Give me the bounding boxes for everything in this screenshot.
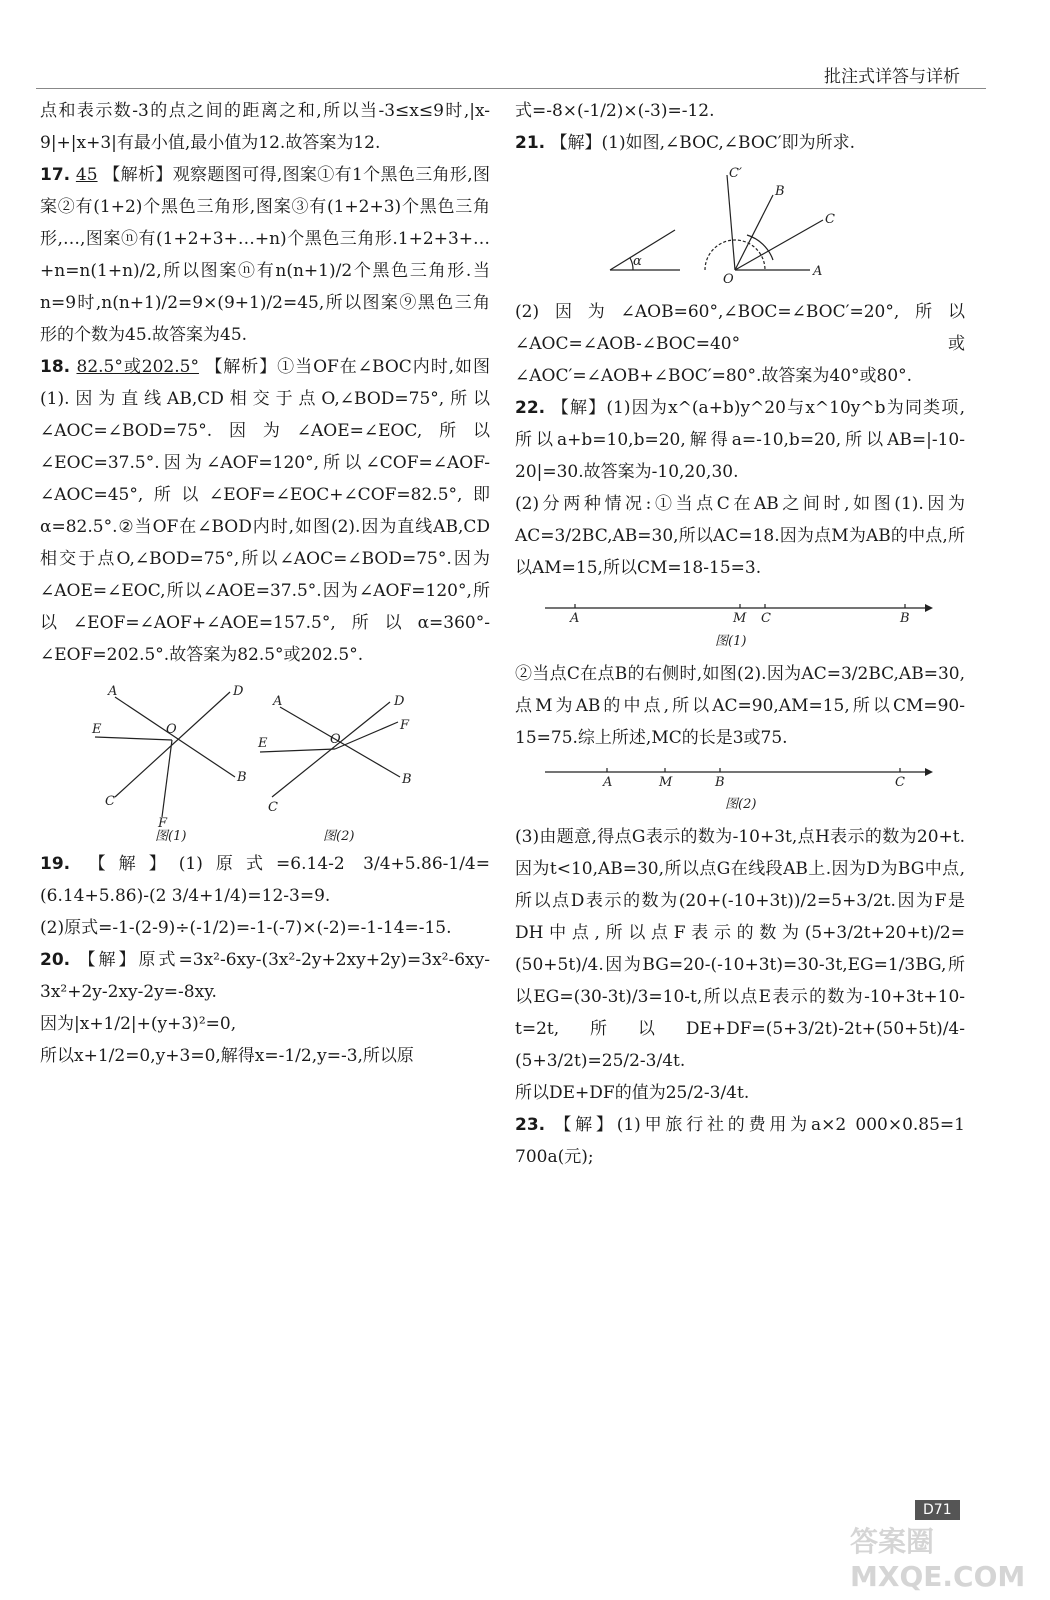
fig21-label-O: O xyxy=(723,272,734,287)
figure-18-2 xyxy=(260,702,400,797)
page-header: 批注式详答与详析 xyxy=(824,67,960,87)
fig21-label-Cprime: C′ xyxy=(729,166,742,181)
q23-number: 23. xyxy=(515,1115,546,1135)
question-17 xyxy=(40,159,490,351)
fig1-label-B: B xyxy=(237,770,247,785)
figure-21 xyxy=(515,165,845,290)
q21-number: 21. xyxy=(515,133,546,153)
question-21 xyxy=(515,127,965,159)
continued-text: 点和表示数-3的点之间的距离之和,所以当-3≤x≤9时,|x-9|+|x+3|有最小值,最小值为12.故答案为12. xyxy=(40,101,490,153)
q20-part2: 因为|x+1/2|+(y+3)²=0, xyxy=(40,1014,237,1034)
left-column xyxy=(40,95,490,1072)
fig2-label-O: O xyxy=(330,732,341,747)
figure-18 xyxy=(40,677,460,842)
fig2-label-C: C xyxy=(268,800,278,815)
fig22a-caption: 图(1) xyxy=(715,634,747,649)
fig1-label-C: C xyxy=(105,794,115,809)
fig2-label-D: D xyxy=(394,694,405,709)
ray-OCprime xyxy=(727,175,735,270)
q19-number: 19. xyxy=(40,854,71,874)
header-divider xyxy=(36,88,986,89)
fig1-label-E: E xyxy=(92,722,102,737)
question-20 xyxy=(40,944,490,1008)
fig2-caption: 图(2) xyxy=(323,829,355,842)
alpha-side-ray xyxy=(610,230,675,270)
q17-number: 17. xyxy=(40,165,71,185)
question-18 xyxy=(40,351,490,671)
q22-part5: 所以DE+DF的值为25/2-3/4t. xyxy=(515,1083,750,1103)
fig21-label-C: C xyxy=(825,212,835,227)
fig2-label-B: B xyxy=(402,772,412,787)
q17-answer: 45 xyxy=(75,165,98,185)
q19-part2: (2)原式=-1-(2-9)÷(-1/2)=-1-(-7)×(-2)=-1-14=-15. xyxy=(40,918,452,938)
fig2-label-E: E xyxy=(258,736,268,751)
fig22a-label-M: M xyxy=(733,611,747,626)
question-19 xyxy=(40,848,490,912)
q21-part1: 【解】(1)如图,∠BOC,∠BOC′即为所求. xyxy=(550,133,856,153)
fig21-label-A: A xyxy=(813,264,823,279)
question-23 xyxy=(515,1109,965,1173)
fig1-label-F: F xyxy=(158,816,168,831)
q23-part1: 【解】(1)甲旅行社的费用为a×2 000×0.85=1 700a(元); xyxy=(515,1115,965,1167)
watermark: 答案圈 MXQE.COM xyxy=(850,1525,1026,1593)
q22-part4: (3)由题意,得点G表示的数为-10+3t,点H表示的数为20+t.因为t<10,AB=30,所以点G在线段AB上.因为D为BG中点,所以点D表示的数为(20+(-10+3t))/2=5+3/2t.因为F是DH中点,所以点F表示的数为(5+3/2t+20+t)/2=(50+5t)/4.因为BG=20-(-10+3t)=30-3t,EG=1/3BG,所以EG=(30-3t)/3=10-t,所以点E表示的数为-10+3t+10-t=2t,所以DE+DF=(5+3/2t)-2t+(50+5t)/4-(5+3/2t)=25/2-3/4t. xyxy=(515,827,965,1071)
fig22a-label-C: C xyxy=(761,611,771,626)
fig22b-label-M: M xyxy=(659,775,673,790)
q20-part1: 【解】原式=3x²-6xy-(3x²-2y+2xy+2y)=3x²-6xy-3x²+2y-2xy-2y=-8xy. xyxy=(40,950,490,1002)
q18-explanation: 【解析】①当OF在∠BOC内时,如图(1).因为直线AB,CD相交于点O,∠BOD=75°,所以∠AOC=∠BOD=75°.因为∠AOE=∠EOC,所以∠EOC=37.5°.因为∠AOF=120°,所以∠COF=∠AOF-∠AOC=45°,所以∠EOF=∠EOC+∠COF=82.5°,即α=82.5°.②当OF在∠BOD内时,如图(2).因为直线AB,CD相交于点O,∠BOD=75°,所以∠AOC=∠BOD=75°.因为∠AOE=∠EOC,所以∠AOE=37.5°.因为∠AOF=120°,所以∠EOF=∠AOF+∠AOE=157.5°,所以α=360°-∠EOF=202.5°.故答案为82.5°或202.5°. xyxy=(40,357,490,665)
fig22b-label-C: C xyxy=(895,775,905,790)
continued-text-right: 式=-8×(-1/2)×(-3)=-12. xyxy=(515,101,715,121)
fig22a-label-B: B xyxy=(900,611,910,626)
fig21-label-B: B xyxy=(775,184,785,199)
fig1-caption: 图(1) xyxy=(155,829,187,842)
fig22b-label-B: B xyxy=(715,775,725,790)
fig2-label-A: A xyxy=(273,694,283,709)
q20-number: 20. xyxy=(40,950,71,970)
q20-part3: 所以x+1/2=0,y+3=0,解得x=-1/2,y=-3,所以原 xyxy=(40,1046,414,1066)
figure-18-1 xyxy=(95,692,235,817)
fig21-alpha: α xyxy=(633,254,642,269)
right-column xyxy=(515,95,965,1173)
fig22a-label-A: A xyxy=(570,611,580,626)
fig1-label-A: A xyxy=(108,684,118,699)
q22-part1: 【解】(1)因为x^(a+b)y^20与x^10y^b为同类项,所以a+b=10,b=20,解得a=-10,b=20,所以AB=|-10-20|=30.故答案为-10,20,30. xyxy=(515,398,965,482)
q22-part2: (2)分两种情况:①当点C在AB之间时,如图(1).因为AC=3/2BC,AB=30,所以AC=18.因为点M为AB的中点,所以AM=15,所以CM=18-15=3. xyxy=(515,494,965,578)
q18-answer: 82.5°或202.5° xyxy=(76,357,199,377)
fig1-label-O: O xyxy=(166,722,177,737)
fig2-label-F: F xyxy=(400,718,410,733)
figure-22-1 xyxy=(515,590,935,652)
figure-22-2 xyxy=(515,760,935,815)
page-number: D71 xyxy=(915,1500,960,1520)
q18-number: 18. xyxy=(40,357,71,377)
q22-part3: ②当点C在点B的右侧时,如图(2).因为AC=3/2BC,AB=30,点M为AB的中点,所以AC=90,AM=15,所以CM=90-15=75.综上所述,MC的长是3或75. xyxy=(515,664,965,748)
fig22b-label-A: A xyxy=(603,775,613,790)
q21-part2: (2)因为∠AOB=60°,∠BOC=∠BOC′=20°,所以∠AOC=∠AOB-∠BOC=40°或∠AOC′=∠AOB+∠BOC′=80°.故答案为40°或80°. xyxy=(515,302,965,386)
question-22 xyxy=(515,392,965,488)
q19-part1: 【解】(1)原式=6.14-2 3/4+5.86-1/4=(6.14+5.86)-(2 3/4+1/4)=12-3=9. xyxy=(40,854,490,906)
fig1-label-D: D xyxy=(233,684,244,699)
q22-number: 22. xyxy=(515,398,546,418)
q17-explanation: 【解析】观察题图可得,图案①有1个黑色三角形,图案②有(1+2)个黑色三角形,图案③有(1+2+3)个黑色三角形,…,图案ⓝ有(1+2+3+…+n)个黑色三角形.1+2+3+…+n=n(1+n)/2,所以图案ⓝ有n(n+1)/2个黑色三角形.当n=9时,n(n+1)/2=9×(9+1)/2=45,所以图案⑨黑色三角形的个数为45.故答案为45. xyxy=(40,165,491,345)
fig22b-caption: 图(2) xyxy=(725,797,757,812)
